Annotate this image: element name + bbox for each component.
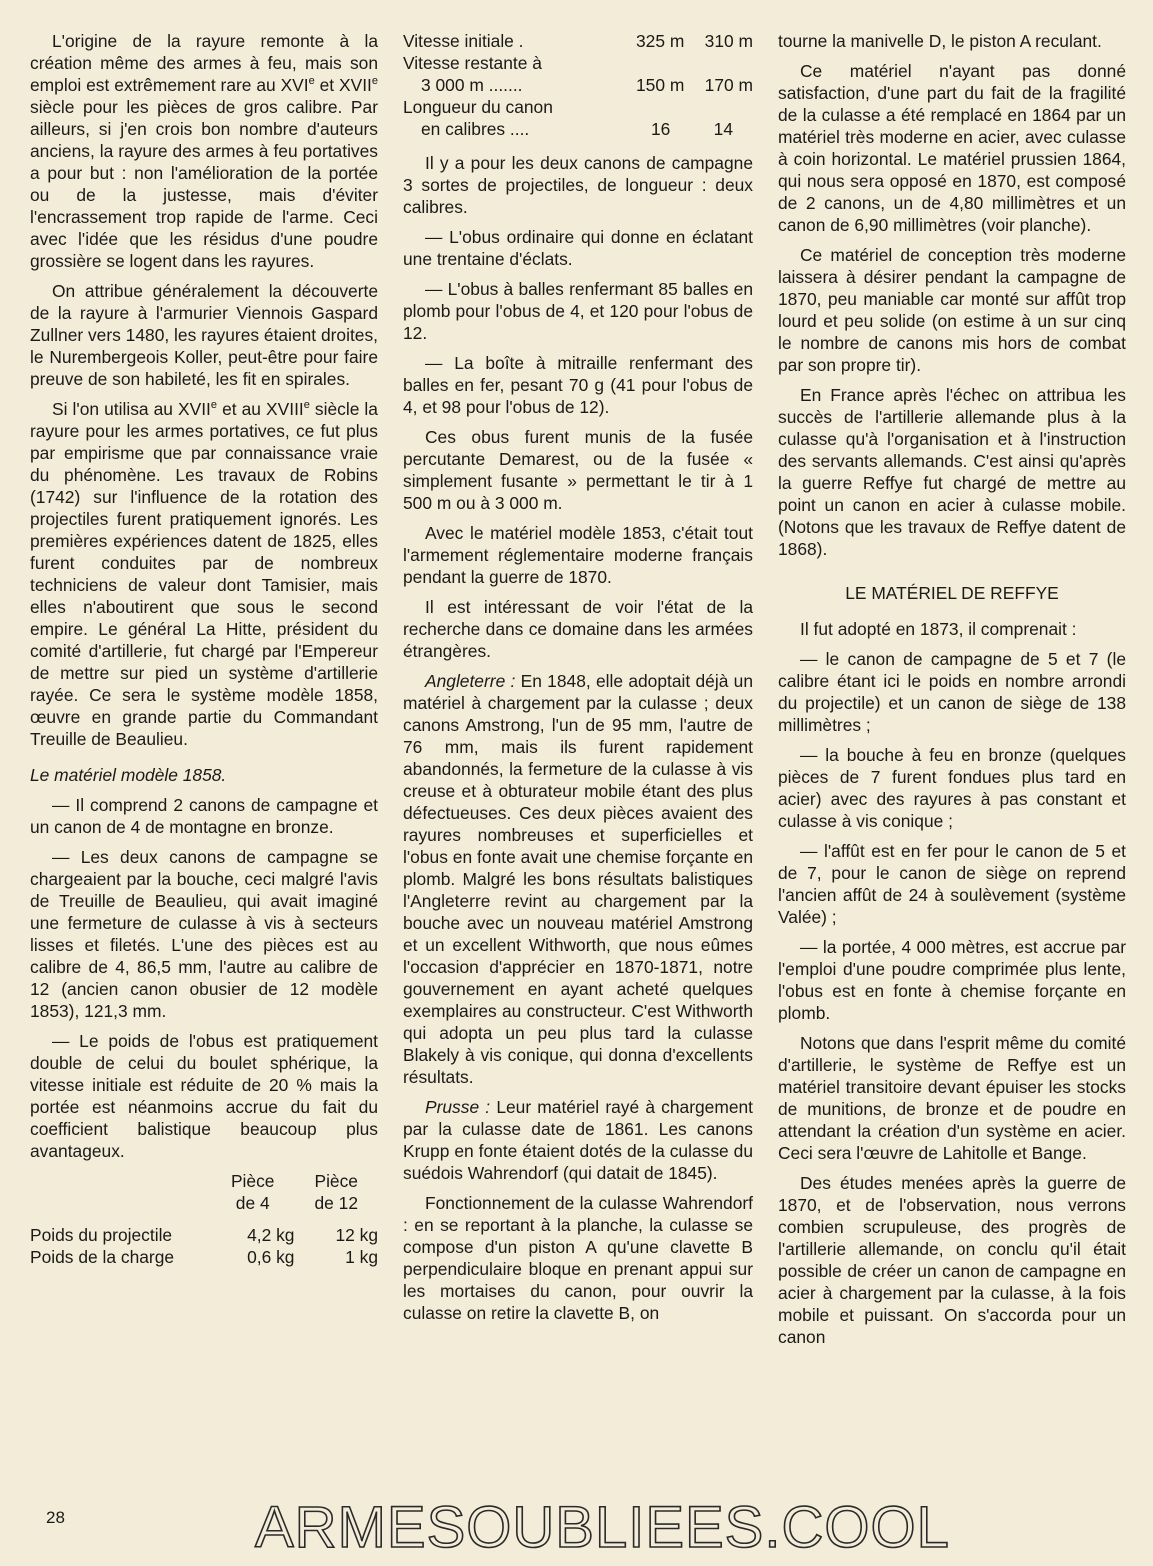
paragraph: — le canon de campagne de 5 et 7 (le calibre étant ici le poids en nombre arrondi du projectile) et un canon de siège de 138 millimètres ; — [778, 649, 1126, 735]
paragraph: Ce matériel de conception très moderne laissera à désirer pendant la campagne de 1870, peu maniable car monté sur affût trop lourd et peu solide (on estime à un sur cinq le nombre de canons mis hors de combat par son propre tir). — [778, 245, 1126, 375]
paragraph: — L'obus ordinaire qui donne en éclatant une trentaine d'éclats. — [403, 227, 753, 269]
table-cell — [616, 96, 685, 118]
weights-table — [30, 1170, 378, 1268]
text-span: Leur matériel rayé à chargement par la culasse date de 1861. Les canons Krupp en fonte étaient dotés de la culasse du suédois Wahrendorf (qui datait de 1845). — [403, 1097, 754, 1183]
text-span: Pièce — [230, 1171, 275, 1191]
table-cell: 4,2 kg — [247, 1225, 295, 1245]
paragraph: — L'obus à balles renfermant 85 balles en plomb pour l'obus de 4, et 120 pour l'obus de 12. — [403, 279, 753, 343]
table-cell: 16 — [651, 119, 671, 139]
specs-table — [403, 30, 753, 140]
table-cell: Vitesse restante à — [403, 53, 542, 73]
country-label: Prusse : — [425, 1097, 491, 1117]
column-left — [30, 30, 378, 1268]
paragraph: — Il comprend 2 canons de campagne et un canon de 4 de montagne en bronze. — [30, 795, 378, 837]
country-label: Angleterre : — [425, 671, 516, 691]
table-row — [30, 1246, 378, 1268]
table-cell — [30, 1214, 211, 1224]
watermark: ARMESOUBLIEES.COOL — [255, 1495, 950, 1560]
text-span: Pièce — [314, 1171, 358, 1191]
superscript: e — [371, 75, 379, 88]
table-cell — [294, 1214, 378, 1224]
table-cell: 310 m — [704, 31, 753, 51]
paragraph: — La boîte à mitraille renfermant des balles en fer, pesant 70 g (41 pour l'obus de 4, et 98 pour l'obus de 12). — [403, 353, 753, 417]
paragraph: Des études menées après la guerre de 1870, et de l'observation, nous verrons combien scrupuleuse, des progrès de l'artillerie allemande, on conclu qu'il était possible de créer un canon de campagne en acier à chargement par la culasse, à la fois mobile et puissant. On s'accorda pour un canon — [778, 1173, 1126, 1347]
table-cell — [684, 96, 753, 118]
paragraph: Notons que dans l'esprit même du comité d'artillerie, le système de Reffye est un matériel transitoire devant épuiser les stocks de munitions, de bronze et de poudre en attendant la création d'un système en acier. Ceci sera l'œuvre de Lahitolle et Bange. — [778, 1033, 1126, 1163]
table-row — [403, 96, 753, 118]
paragraph: Avec le matériel modèle 1853, c'était tout l'armement réglementaire moderne français pendant la guerre de 1870. — [403, 523, 753, 587]
paragraph: On attribue généralement la découverte de la rayure à l'armurier Viennois Gaspard Zullner vers 1480, les rayures étaient droites, le Nurembergeois Koller, peut-être pour faire preuve de son habileté, les fit en spirales. — [30, 281, 378, 389]
table-header-cell — [294, 1170, 378, 1214]
table-row — [403, 52, 753, 74]
table-header-cell — [211, 1170, 295, 1214]
table-cell: 0,6 kg — [247, 1247, 295, 1267]
table-cell: 170 m — [704, 75, 753, 95]
paragraph: — la portée, 4 000 mètres, est accrue par l'emploi d'une poudre comprimée plus lente, l'obus est en fonte à chemise forçante en plomb. — [778, 937, 1126, 1023]
text-span: et XVII — [314, 75, 372, 95]
table-cell: 3 000 m ....... — [421, 75, 523, 95]
paragraph: En France après l'échec on attribua les succès de l'artillerie allemande plus à la culasse qu'à l'organisation et à l'instruction des servants allemands. C'est ainsi qu'après la guerre Reffye fut chargé de mettre au point un canon en acier à culasse mobile. (Notons que les travaux de Reffye datent de 1868). — [778, 385, 1126, 559]
table-row — [403, 74, 753, 96]
table-cell — [30, 1170, 211, 1214]
superscript: e — [308, 75, 315, 88]
table-cell — [616, 52, 685, 74]
table-row — [403, 118, 753, 140]
paragraph: — Les deux canons de campagne se chargeaient par la bouche, ceci malgré l'avis de Treuille de Beaulieu, qui avait imaginé une fermeture de culasse à vis à secteurs lisses et filetés. L'une des pièces est au calibre de 4, 86,5 mm, l'autre au calibre de 12 (ancien canon obusier de 12 modèle 1853), 121,3 mm. — [30, 847, 378, 1021]
spacer — [403, 140, 753, 152]
page-number: 28 — [46, 1508, 65, 1527]
table-cell — [684, 52, 753, 74]
paragraph: — Le poids de l'obus est pratiquement double de celui du boulet sphérique, la vitesse initiale est réduite de 20 % mais la portée est néanmoins accrue du fait du coefficient balistique beaucoup plus avantageux. — [30, 1031, 378, 1161]
text-span: de 4 — [235, 1193, 270, 1213]
paragraph: Ces obus furent munis de la fusée percutante Demarest, ou de la fusée « simplement fusante » permettant le tir à 1 500 m ou à 3 000 m. — [403, 427, 753, 513]
table-cell: en calibres .... — [421, 119, 530, 139]
table-cell: 150 m — [636, 75, 685, 95]
text-span: siècle pour les pièces de gros calibre. Par ailleurs, si j'en crois bon nombre d'auteurs anciens, la rayure des armes à feu portatives a pour but : non l'amélioration de la portée ou de la justesse, mais d'éviter l'encrassement trop rapide de l'arme. Ceci avec l'idée que les résidus d'une poudre grossière se logent dans les rayures. — [30, 97, 378, 271]
superscript: e — [303, 399, 310, 412]
column-right — [778, 30, 1126, 1356]
section-heading: LE MATÉRIEL DE REFFYE — [845, 583, 1059, 603]
text-span: de 12 — [314, 1193, 358, 1213]
paragraph: — l'affût est en fer pour le canon de 5 et de 7, pour le canon de siège on reprend l'ancien affût de 24 à soulèvement (système Valée) ; — [778, 841, 1126, 927]
text-span: siècle la rayure pour les armes portatives, ce fut plus par empirisme que par connaissance vraie du phénomène. Les travaux de Robins (1742) sur l'influence de la rotation des projectiles furent pratiquement ignorés. Les premières expériences datent de 1825, elles furent conduites par de nombreux techniciens de valeur dont Tamisier, mais elles n'aboutirent que sous le second empire. Le général La Hitte, président du comité d'artillerie, fut chargé par l'Empereur de mettre sur pied un système d'artillerie rayée. Ce sera le système modèle 1858, œuvre en grande partie du Commandant Treuille de Beaulieu. — [30, 399, 378, 749]
paragraph: Il est intéressant de voir l'état de la recherche dans ce domaine dans les armées étrangères. — [403, 597, 753, 661]
paragraph: Fonctionnement de la culasse Wahrendorf : en se reportant à la planche, la culasse se compose d'un piston A qu'une clavette B perpendiculaire bloque en prenant appui sur les mortaises du canon, pour ouvrir la culasse on retire la clavette B, on — [403, 1193, 753, 1323]
paragraph: tourne la manivelle D, le piston A reculant. — [778, 31, 1102, 51]
table-cell: Poids de la charge — [30, 1247, 175, 1267]
paragraph — [403, 1096, 753, 1184]
text-span: et au XVIII — [217, 399, 304, 419]
section-heading: Le matériel modèle 1858. — [30, 765, 227, 785]
table-cell: Longueur du canon — [403, 97, 553, 117]
table-row — [30, 1224, 378, 1246]
table-cell: 12 kg — [335, 1225, 378, 1245]
table-row — [403, 30, 753, 52]
table-cell: 325 m — [636, 31, 685, 51]
text-span: L'origine de la rayure remonte à la création même des armes à feu, mais son emploi est extrêmement rare au XVI — [30, 31, 378, 95]
paragraph: Ce matériel n'ayant pas donné satisfaction, d'une part du fait de la fragilité de la culasse a été remplacé en 1864 par un matériel très moderne en acier, avec culasse à coin horizontal. Le matériel prussien 1864, qui nous sera opposé en 1870, est composé de 2 canons, un de 4,80 millimètres et un canon de 6,90 millimètres (voir planche). — [778, 61, 1126, 235]
table-cell: 1 kg — [345, 1247, 378, 1267]
paragraph: Il y a pour les deux canons de campagne 3 sortes de projectiles, de longueur : deux calibres. — [403, 153, 753, 217]
paragraph — [30, 30, 378, 272]
table-header-row — [30, 1170, 378, 1214]
table-cell — [211, 1214, 295, 1224]
table-cell: Poids du projectile — [30, 1225, 173, 1245]
table-cell: 14 — [713, 119, 733, 139]
table-row — [30, 1214, 378, 1224]
table-cell: Vitesse initiale . — [403, 31, 524, 51]
text-span: Si l'on utilisa au XVII — [52, 399, 211, 419]
paragraph — [403, 670, 753, 1088]
text-span: En 1848, elle adoptait déjà un matériel à chargement par la culasse ; deux canons Amstrong, l'un de 95 mm, l'autre de 76 mm, mais ils furent rapidement abandonnés, la fermeture de la culasse à vis creuse et à obturateur mobile étant des plus défectueuses. Ces deux pièces avaient des rayures nombreuses et superficielles et l'obus en fonte avait une chemise forçante en plomb. Malgré les bons résultats balistiques l'Angleterre revint au chargement par la bouche avec un nouveau matériel Amstrong et un excellent Withworth, que nous eûmes l'occasion d'apprécier en 1870-1871, notre gouvernement en ayant acheté quelques exemplaires au constructeur. C'est Withworth qui adopta un peu plus tard la culasse Blakely à vis conique, qui donna d'excellents résultats. — [403, 671, 753, 1087]
paragraph: — la bouche à feu en bronze (quelques pièces de 7 furent fondues plus tard en acier) avec des rayures à pas constant et culasse à vis conique ; — [778, 745, 1126, 831]
superscript: e — [210, 399, 218, 412]
paragraph: Il fut adopté en 1873, il comprenait : — [800, 619, 1077, 639]
paragraph — [30, 398, 378, 750]
column-middle — [403, 30, 753, 1332]
